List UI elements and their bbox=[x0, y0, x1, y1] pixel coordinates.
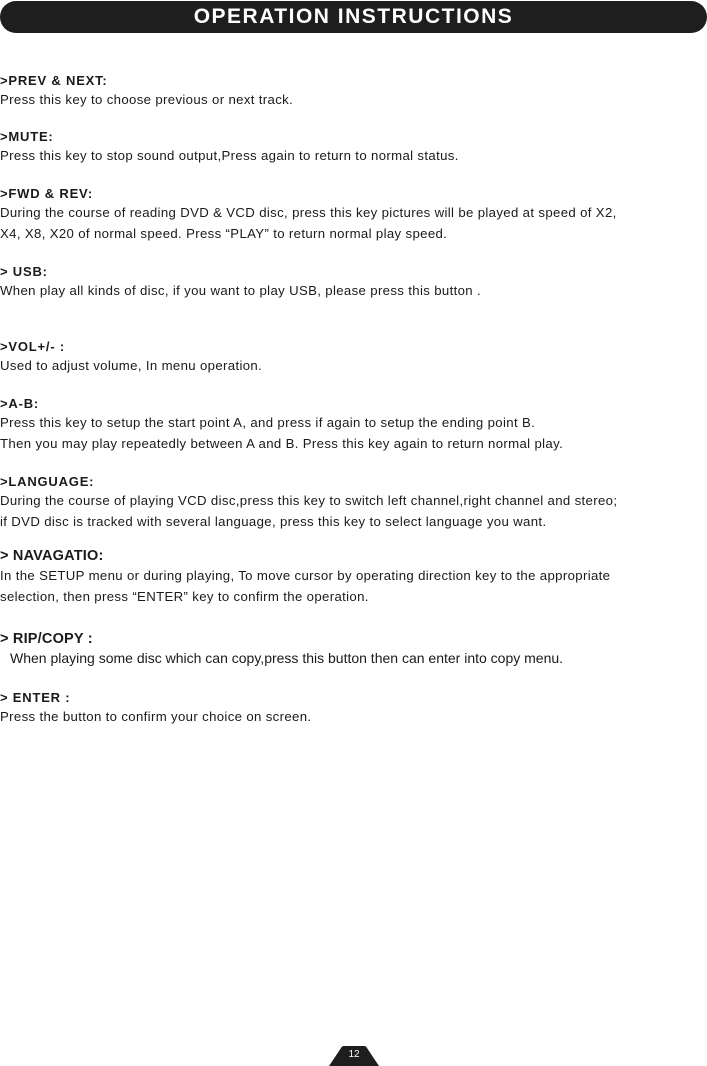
section-text-line: Press this key to stop sound output,Press again to return to normal status. bbox=[0, 148, 459, 163]
section-rip-copy bbox=[0, 631, 707, 669]
page-title: OPERATION INSTRUCTIONS bbox=[0, 1, 707, 33]
section-text-line: During the course of playing VCD disc,press this key to switch left channel,right channel and stereo; bbox=[0, 493, 618, 508]
section-fwd-rev bbox=[0, 185, 707, 244]
section-usb bbox=[0, 263, 707, 301]
section-heading: >VOL+/- : bbox=[0, 339, 65, 354]
page-number: 12 bbox=[348, 1049, 360, 1060]
section-heading: > USB: bbox=[0, 264, 48, 279]
section-text-line: Press the button to confirm your choice on screen. bbox=[0, 709, 312, 724]
section-text-line: selection, then press “ENTER” key to confirm the operation. bbox=[0, 589, 369, 604]
section-enter bbox=[0, 689, 707, 727]
page-number-tab bbox=[329, 1046, 379, 1066]
section-text-line: Used to adjust volume, In menu operation. bbox=[0, 358, 263, 373]
section-heading: >FWD & REV: bbox=[0, 186, 93, 201]
section-mute bbox=[0, 128, 707, 166]
section-text-line: During the course of reading DVD & VCD disc, press this key pictures will be played at speed of X2, bbox=[0, 205, 617, 220]
section-heading: > NAVAGATIO: bbox=[0, 548, 104, 564]
section-navigation bbox=[0, 548, 707, 607]
section-text-line: Press this key to choose previous or next track. bbox=[0, 92, 294, 107]
section-volume bbox=[0, 338, 707, 376]
section-text-line: Then you may play repeatedly between A and B. Press this key again to return normal play. bbox=[0, 436, 564, 451]
section-heading: > ENTER : bbox=[0, 690, 71, 705]
section-text-line: if DVD disc is tracked with several language, press this key to select language you want. bbox=[0, 514, 547, 529]
section-text-line: When play all kinds of disc, if you want to play USB, please press this button . bbox=[0, 283, 481, 298]
section-heading: >LANGUAGE: bbox=[0, 474, 95, 489]
section-language bbox=[0, 473, 707, 532]
section-heading: > RIP/COPY : bbox=[0, 631, 93, 647]
section-text-line: When playing some disc which can copy,press this button then can enter into copy menu. bbox=[10, 650, 564, 666]
section-text-line: Press this key to setup the start point A, and press if again to setup the ending point B. bbox=[0, 415, 536, 430]
section-heading: >PREV & NEXT: bbox=[0, 73, 108, 88]
section-heading: >A-B: bbox=[0, 396, 40, 411]
section-a-b bbox=[0, 395, 707, 454]
section-prev-next bbox=[0, 72, 707, 110]
section-heading: >MUTE: bbox=[0, 129, 54, 144]
section-text-line: X4, X8, X20 of normal speed. Press “PLAY” to return normal play speed. bbox=[0, 226, 448, 241]
section-text-line: In the SETUP menu or during playing, To move cursor by operating direction key to the appropriate bbox=[0, 568, 611, 583]
